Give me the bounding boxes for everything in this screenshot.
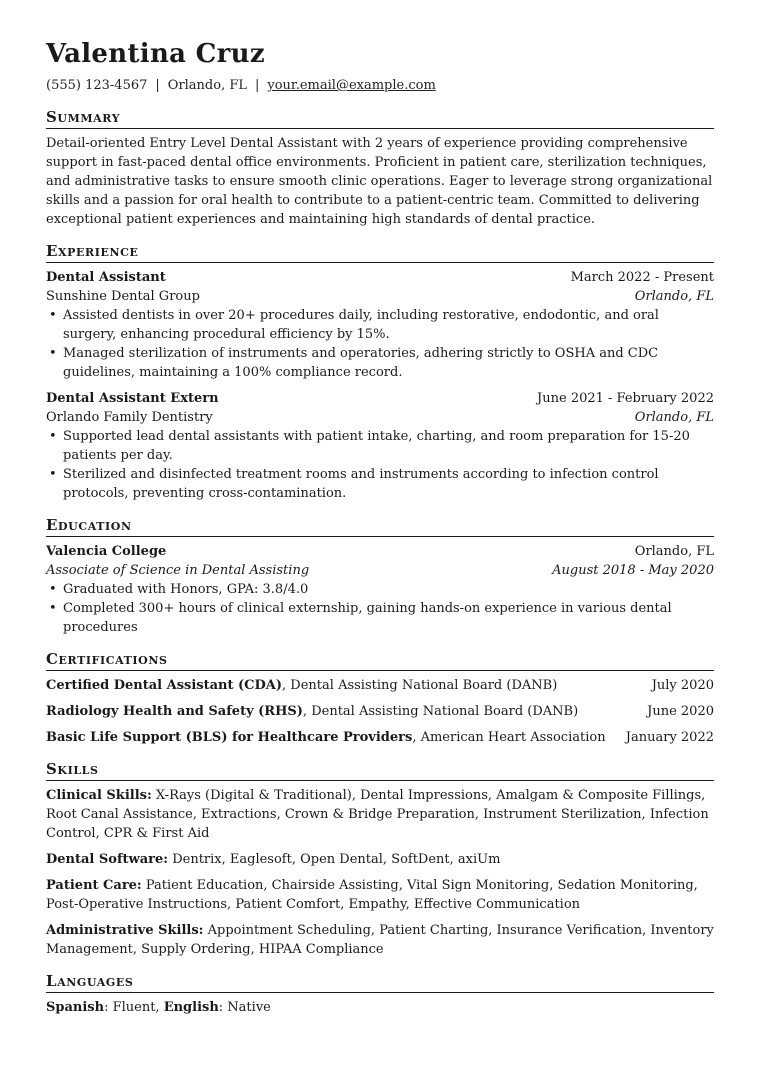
language-name: Spanish: [46, 1000, 105, 1015]
skills-section: [46, 759, 714, 959]
job-bullet: • Assisted dentists in over 20+ procedures daily, including restorative, endodontic, and oral surgery, enhancing procedural efficiency by 15%.: [46, 306, 714, 344]
certification-item: [46, 702, 714, 721]
section-title-skills: Skills: [46, 759, 714, 781]
separator: |: [155, 78, 160, 93]
experience-section: [46, 241, 714, 503]
skill-group-label: Clinical Skills:: [46, 788, 152, 803]
education-section: [46, 515, 714, 637]
job-title: Dental Assistant Extern: [46, 391, 219, 406]
job-dates: March 2022 - Present: [570, 270, 714, 285]
job-entry: [46, 389, 714, 503]
skill-group-label: Dental Software:: [46, 852, 169, 867]
summary-section: [46, 107, 714, 229]
email-link[interactable]: your.email@example.com: [267, 78, 436, 93]
degree-name: Associate of Science in Dental Assisting: [46, 563, 310, 578]
certification-name: Basic Life Support (BLS) for Healthcare Providers: [46, 730, 413, 745]
certification-issuer: , Dental Assisting National Board (DANB): [282, 678, 558, 693]
education-bullet: • Graduated with Honors, GPA: 3.8/4.0: [46, 580, 714, 599]
summary-text: Detail-oriented Entry Level Dental Assistant with 2 years of experience providing comprehensive support in fast-paced dental office environments. Proficient in patient care, sterilization techniques, and administrative tasks to ensure smooth clinic operations. Eager to leverage strong organizational skills and a passion for oral health to contribute to a patient-centric team. Committed to delivering exceptional patient experiences and maintaining high standards of dental practice.: [46, 136, 713, 227]
phone-number: (555) 123-4567: [46, 78, 148, 93]
skill-group: [46, 786, 714, 843]
job-entry: [46, 268, 714, 382]
skill-group: [46, 850, 714, 869]
section-title-experience: Experience: [46, 241, 714, 263]
job-dates: June 2021 - February 2022: [537, 391, 714, 406]
skill-group: [46, 921, 714, 959]
languages-section: [46, 971, 714, 1017]
company-name: Orlando Family Dentistry: [46, 410, 213, 425]
job-bullet: • Supported lead dental assistants with patient intake, charting, and room preparation for 15-20 patients per day.: [46, 427, 714, 465]
languages-line: [46, 998, 714, 1017]
language-level: : Fluent,: [104, 1000, 164, 1015]
school-name: Valencia College: [46, 544, 167, 559]
section-title-summary: Summary: [46, 107, 714, 129]
skill-group-label: Administrative Skills:: [46, 923, 204, 938]
job-location: Orlando, FL: [634, 410, 714, 425]
job-location: Orlando, FL: [634, 289, 714, 304]
skill-group-text: X-Rays (Digital & Traditional), Dental Impressions, Amalgam & Composite Fillings, Root Canal Assistance, Extractions, Crown & Bridge Preparation, Instrument Sterilization, Infection Control, CPR & First Aid: [46, 788, 709, 841]
certification-name: Certified Dental Assistant (CDA): [46, 678, 283, 693]
certification-date: January 2022: [625, 730, 714, 745]
skill-group-text: Appointment Scheduling, Patient Charting, Insurance Verification, Inventory Management, Supply Ordering, HIPAA Compliance: [46, 923, 714, 957]
company-name: Sunshine Dental Group: [46, 289, 200, 304]
skill-group-text: Patient Education, Chairside Assisting, Vital Sign Monitoring, Sedation Monitoring, Post-Operative Instructions, Patient Comfort, Empathy, Effective Communication: [46, 878, 698, 912]
certification-date: July 2020: [651, 678, 714, 693]
certification-date: June 2020: [647, 704, 714, 719]
certification-issuer: , Dental Assisting National Board (DANB): [302, 704, 579, 719]
candidate-name: Valentina Cruz: [46, 39, 265, 69]
language-level: : Native: [218, 1000, 271, 1015]
skill-group: [46, 876, 714, 914]
language-name: English: [163, 1000, 219, 1015]
certification-issuer: , American Heart Association: [412, 730, 606, 745]
skill-group-label: Patient Care:: [46, 878, 142, 893]
job-bullet: • Managed sterilization of instruments and operatories, adhering strictly to OSHA and CDC guidelines, maintaining a 100% compliance record.: [46, 344, 714, 382]
job-title: Dental Assistant: [46, 270, 166, 285]
section-title-certifications: Certifications: [46, 649, 714, 671]
resume-page: [46, 38, 714, 1017]
education-dates: August 2018 - May 2020: [552, 563, 714, 578]
certification-name: Radiology Health and Safety (RHS): [46, 704, 303, 719]
separator: |: [255, 78, 260, 93]
school-location: Orlando, FL: [634, 544, 714, 559]
skill-group-text: Dentrix, Eaglesoft, Open Dental, SoftDent, axiUm: [168, 852, 501, 867]
education-bullet: • Completed 300+ hours of clinical externship, gaining hands-on experience in various dental procedures: [46, 599, 714, 637]
certification-item: [46, 728, 714, 747]
section-title-languages: Languages: [46, 971, 714, 993]
certifications-section: [46, 649, 714, 747]
contact-line: [46, 77, 714, 95]
section-title-education: Education: [46, 515, 714, 537]
job-bullet: • Sterilized and disinfected treatment rooms and instruments according to infection control protocols, preventing cross-contamination.: [46, 465, 714, 503]
certification-item: [46, 676, 714, 695]
location: Orlando, FL: [167, 78, 247, 93]
